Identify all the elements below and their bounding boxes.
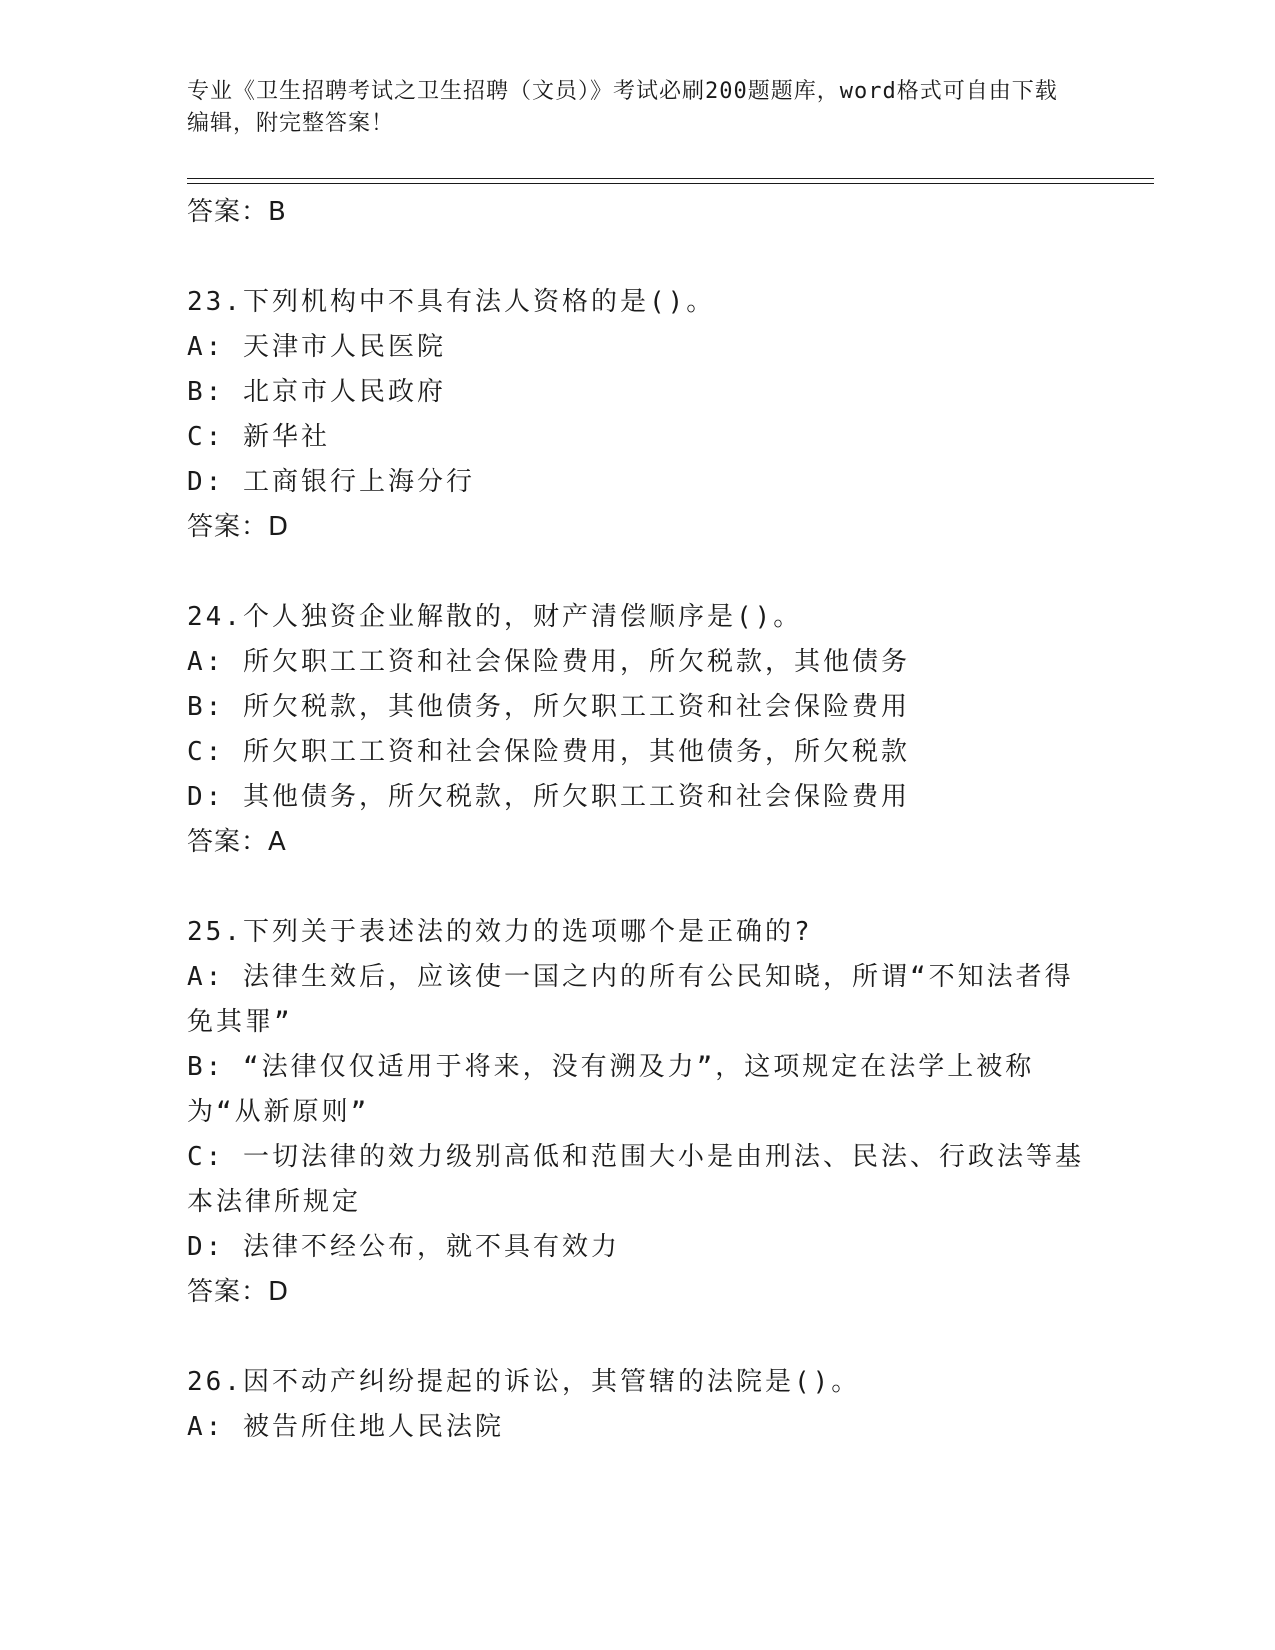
answer-line: 答案：D [187, 1277, 290, 1307]
question-text: 23.下列机构中不具有法人资格的是()。 [187, 287, 716, 317]
header-divider-bottom [187, 183, 1154, 184]
question-block [187, 910, 1087, 1315]
question-text: 25.下列关于表述法的效力的选项哪个是正确的? [187, 917, 813, 947]
question-text: 26.因不动产纠纷提起的诉讼，其管辖的法院是()。 [187, 1367, 861, 1397]
header-divider-top [187, 178, 1154, 179]
option-b: B: 北京市人民政府 [187, 377, 446, 407]
document-header: 专业《卫生招聘考试之卫生招聘（文员）》考试必刷200题题库，word格式可自由下载编辑，附完整答案！ [187, 79, 1058, 136]
option-c: C: 一切法律的效力级别高低和范围大小是由刑法、民法、行政法等基本法律所规定 [187, 1142, 1084, 1217]
option-c: C: 所欠职工工资和社会保险费用，其他债务，所欠税款 [187, 737, 910, 767]
answer-line: 答案：A [187, 827, 287, 857]
option-a: A: 天津市人民医院 [187, 332, 446, 362]
question-block [187, 280, 1087, 550]
option-a: A: 被告所住地人民法院 [187, 1412, 504, 1442]
question-block [187, 595, 1087, 865]
option-b: B: 所欠税款，其他债务，所欠职工工资和社会保险费用 [187, 692, 910, 722]
question-block [187, 1360, 1087, 1450]
question-text: 24.个人独资企业解散的，财产清偿顺序是()。 [187, 602, 803, 632]
option-d: D: 其他债务，所欠税款，所欠职工工资和社会保险费用 [187, 782, 910, 812]
option-d: D: 工商银行上海分行 [187, 467, 475, 497]
option-a: A: 所欠职工工资和社会保险费用，所欠税款，其他债务 [187, 647, 910, 677]
option-b: B: “法律仅仅适用于将来，没有溯及力”，这项规定在法学上被称为“从新原则” [187, 1052, 1035, 1127]
question-list [187, 190, 1087, 1450]
answer-line: 答案：D [187, 512, 290, 542]
answer-line: 答案：B [187, 197, 287, 227]
option-d: D: 法律不经公布，就不具有效力 [187, 1232, 620, 1262]
option-c: C: 新华社 [187, 422, 330, 452]
option-a: A: 法律生效后，应该使一国之内的所有公民知晓，所谓“不知法者得免其罪” [187, 962, 1074, 1037]
